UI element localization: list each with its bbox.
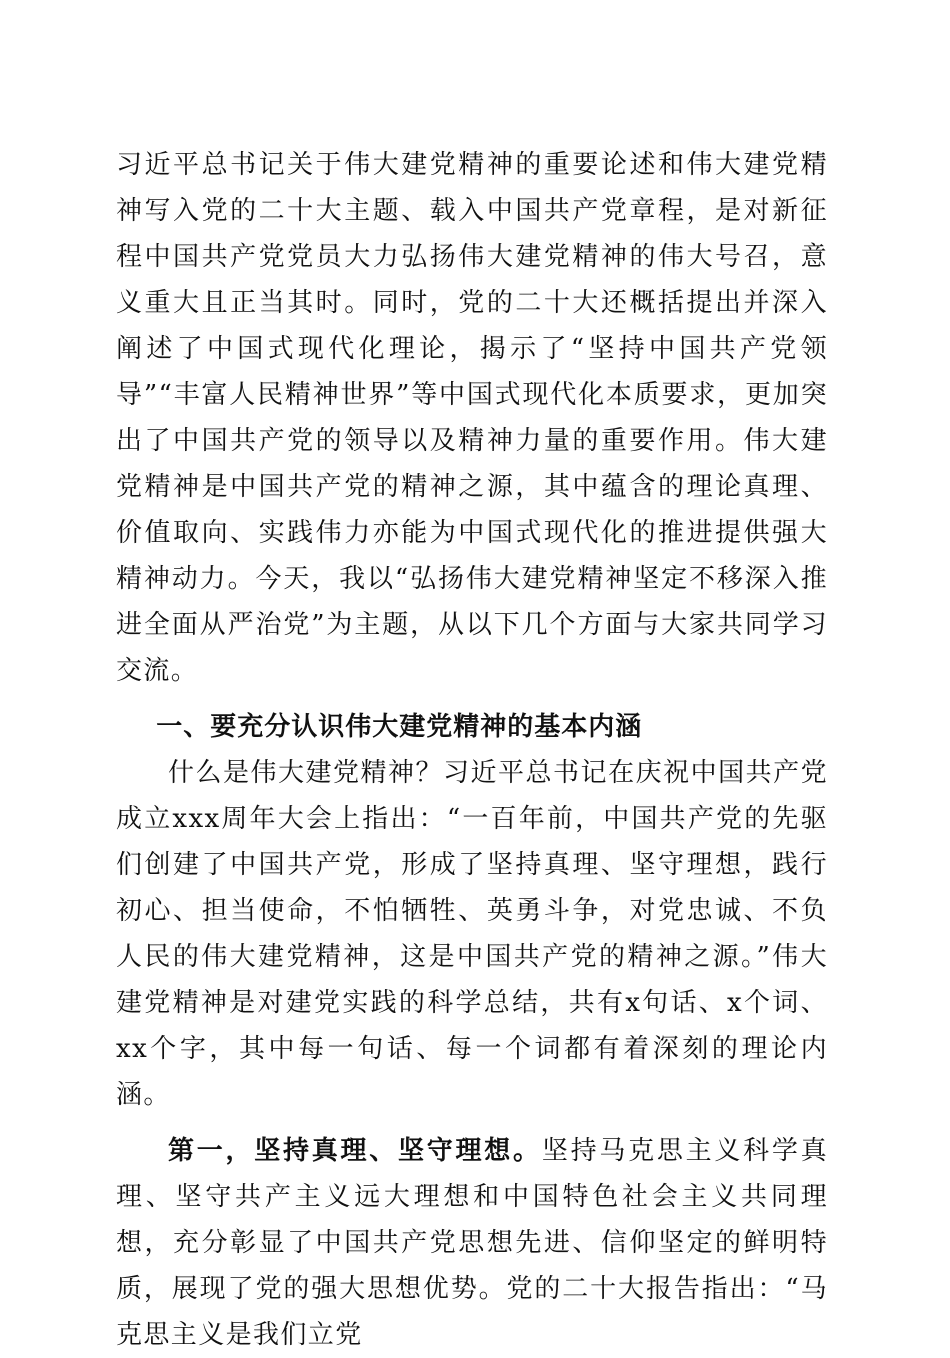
point-one-lead: 第一，坚持真理、坚守理想。	[168, 1136, 542, 1166]
point-one-paragraph	[116, 1128, 828, 1358]
section-heading-1: 一、要充分认识伟大建党精神的基本内涵	[156, 712, 643, 742]
document-body	[116, 142, 828, 1358]
definition-paragraph: 什么是伟大建党精神？习近平总书记在庆祝中国共产党成立xxx周年大会上指出：“一百年前，中国共产党的先驱们创建了中国共产党，形成了坚持真理、坚守理想，践行初心、担当使命，不怕牺牲、英勇斗争，对党忠诚、不负人民的伟大建党精神，这是中国共产党的精神之源。”伟大建党精神是对建党实践的科学总结，共有x句话、x个词、xx个字，其中每一句话、每一个词都有着深刻的理论内涵。	[116, 758, 828, 1110]
point-one-text: 坚持马克思主义科学真理、坚守共产主义远大理想和中国特色社会主义共同理想，充分彰显了中国共产党思想先进、信仰坚定的鲜明特质，展现了党的强大思想优势。党的二十大报告指出：“马克思主义是我们立党	[116, 1136, 828, 1350]
intro-paragraph: 习近平总书记关于伟大建党精神的重要论述和伟大建党精神写入党的二十大主题、载入中国共产党章程，是对新征程中国共产党党员大力弘扬伟大建党精神的伟大号召，意义重大且正当其时。同时，党的二十大还概括提出并深入阐述了中国式现代化理论，揭示了“坚持中国共产党领导”“丰富人民精神世界”等中国式现代化本质要求，更加突出了中国共产党的领导以及精神力量的重要作用。伟大建党精神是中国共产党的精神之源，其中蕴含的理论真理、价值取向、实践伟力亦能为中国式现代化的推进提供强大精神动力。今天，我以“弘扬伟大建党精神坚定不移深入推进全面从严治党”为主题，从以下几个方面与大家共同学习交流。	[116, 150, 828, 686]
